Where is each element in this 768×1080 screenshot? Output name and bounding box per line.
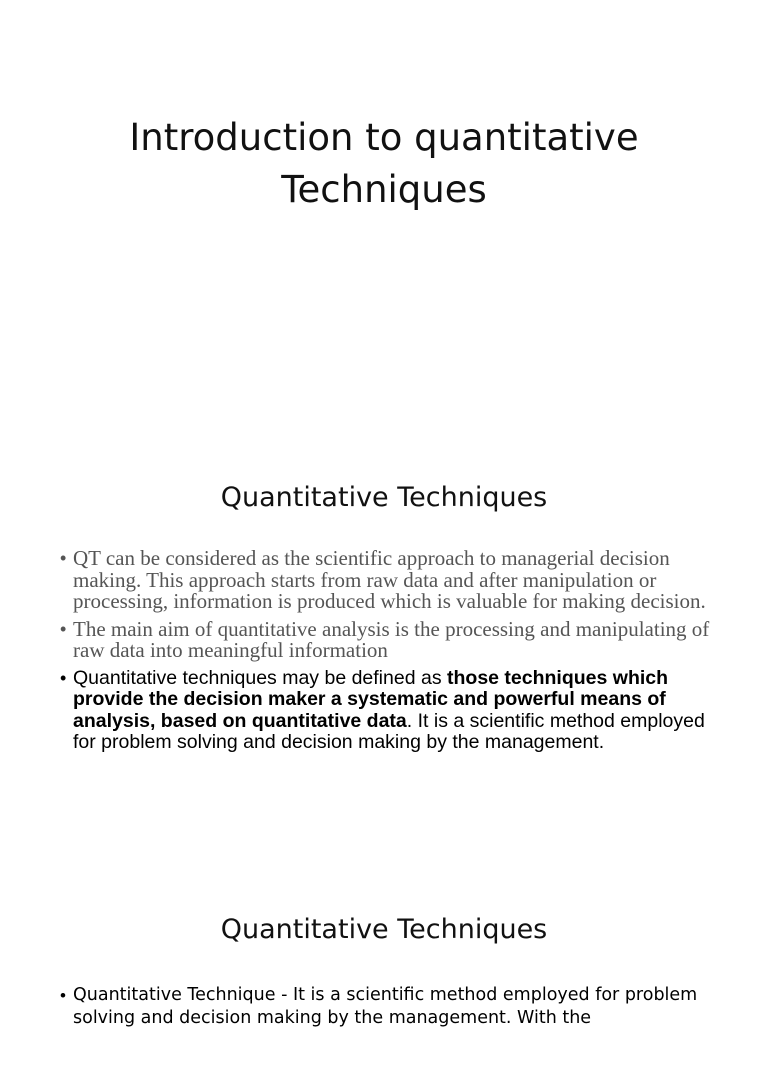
bullet-text-before: Quantitative techniques may be defined as — [73, 666, 447, 689]
title-line-2: Techniques — [281, 168, 487, 211]
list-item — [60, 548, 710, 613]
slide-quantitative-techniques-2 — [0, 880, 768, 1080]
bullet-text-after: . It is a scientific method employed for problem solving and decision making by the management. — [73, 709, 705, 753]
bullet-icon: • — [60, 618, 67, 639]
bullet-icon: • — [60, 548, 67, 568]
slide-title — [0, 0, 768, 420]
slide-heading: Quantitative Techniques — [220, 914, 548, 945]
presentation-title — [60, 112, 708, 216]
list-item — [60, 984, 710, 1030]
bullet-list — [60, 548, 710, 760]
bullet-icon: • — [60, 667, 67, 688]
bullet-text-bold: those techniques which provide the decision maker a systematic and powerful means of analysis, based on quantitative data — [73, 666, 669, 732]
list-item — [60, 616, 710, 662]
bullet-text: The main aim of quantitative analysis is the processing and manipulating of raw data into meaningful information — [73, 616, 710, 662]
bullet-icon: • — [60, 986, 66, 1005]
slide-quantitative-techniques-1 — [0, 460, 768, 860]
bullet-text: QT can be considered as the scientific approach to managerial decision making. This approach starts from raw data and after manipulation or processing, information is produced which is valuable for making decision. — [73, 546, 706, 613]
bullet-text: Quantitative Technique - It is a scientific method employed for problem solving and decision making by the management. With the — [73, 985, 698, 1028]
title-line-1: Introduction to quantitative — [129, 116, 639, 159]
slide-heading: Quantitative Techniques — [220, 482, 548, 513]
bullet-list — [60, 984, 710, 1036]
list-item — [60, 668, 710, 754]
